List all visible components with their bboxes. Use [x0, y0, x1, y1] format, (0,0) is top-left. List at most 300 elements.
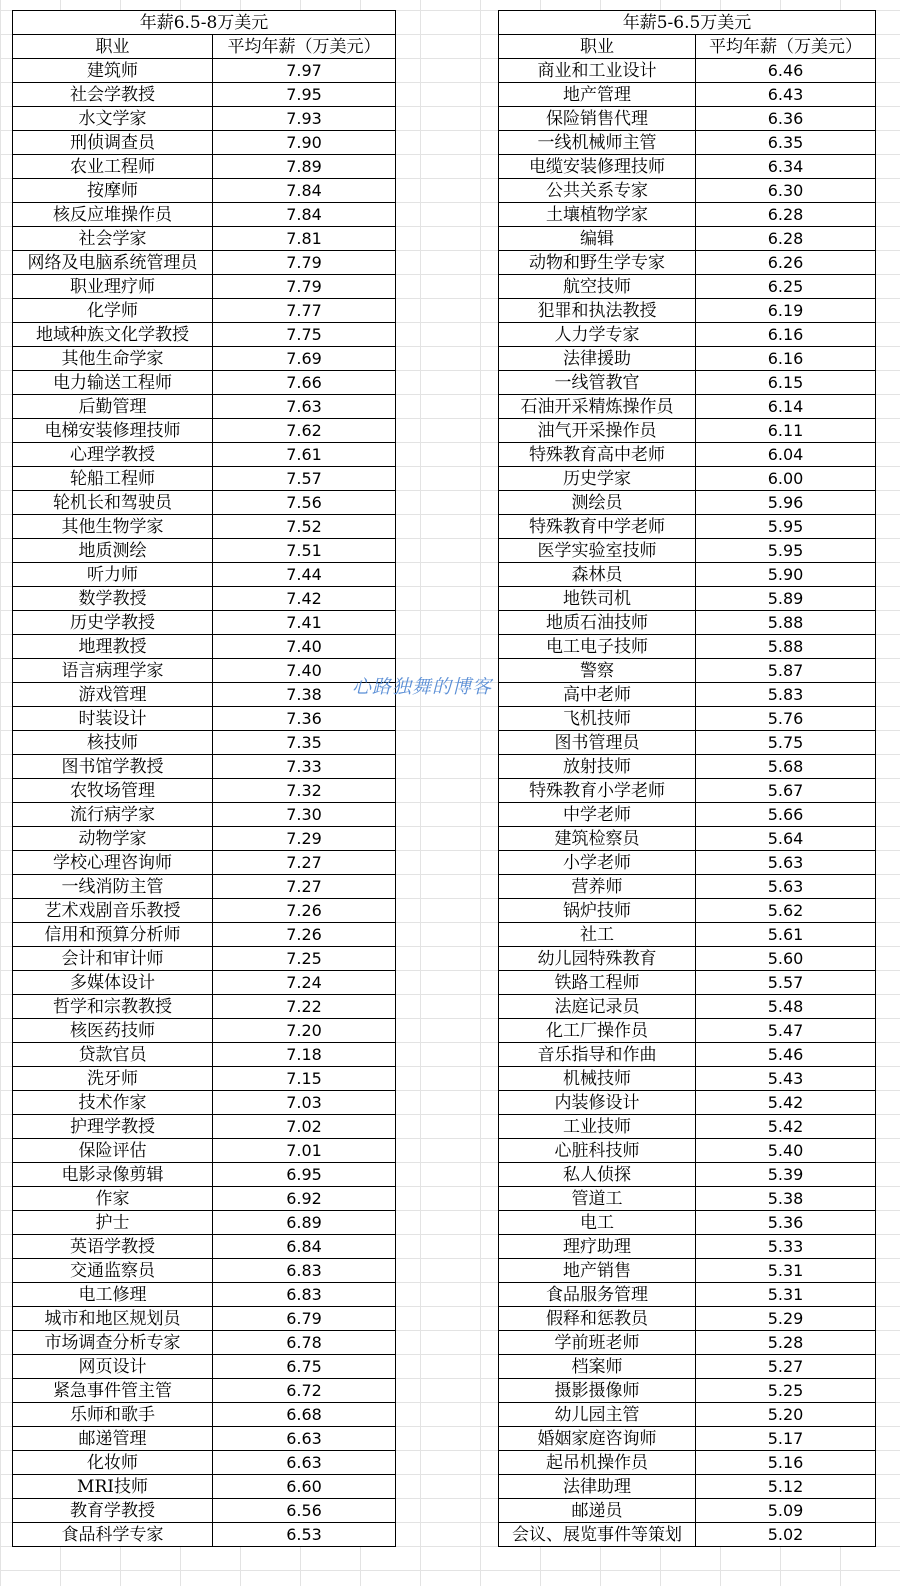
salary-cell[interactable]: 7.66	[213, 371, 396, 395]
occupation-cell[interactable]: 技术作家	[13, 1091, 213, 1115]
salary-cell[interactable]: 7.56	[213, 491, 396, 515]
salary-cell[interactable]: 7.84	[213, 203, 396, 227]
table-row	[13, 635, 396, 659]
table-row	[13, 1499, 396, 1523]
occupation-cell[interactable]: 电影录像剪辑	[13, 1163, 213, 1187]
table-row	[13, 1451, 396, 1475]
salary-cell[interactable]: 5.09	[696, 1499, 876, 1523]
salary-cell[interactable]: 5.90	[696, 563, 876, 587]
salary-cell[interactable]: 5.63	[696, 875, 876, 899]
salary-cell[interactable]: 5.02	[696, 1523, 876, 1547]
table-row	[499, 491, 876, 515]
table-row	[499, 947, 876, 971]
occupation-cell[interactable]: 农牧场管理	[13, 779, 213, 803]
occupation-cell[interactable]: 建筑师	[13, 59, 213, 83]
occupation-cell[interactable]: 网络及电脑系统管理员	[13, 251, 213, 275]
occupation-cell[interactable]: 邮递管理	[13, 1427, 213, 1451]
salary-cell[interactable]: 5.42	[696, 1115, 876, 1139]
salary-cell[interactable]: 5.48	[696, 995, 876, 1019]
occupation-cell[interactable]: 一线消防主管	[13, 875, 213, 899]
salary-cell[interactable]: 6.25	[696, 275, 876, 299]
table-row	[499, 875, 876, 899]
salary-cell[interactable]: 5.67	[696, 779, 876, 803]
salary-cell[interactable]: 7.95	[213, 83, 396, 107]
salary-cell[interactable]: 6.78	[213, 1331, 396, 1355]
salary-cell[interactable]: 7.29	[213, 827, 396, 851]
salary-cell[interactable]: 7.90	[213, 131, 396, 155]
salary-cell[interactable]: 6.89	[213, 1211, 396, 1235]
occupation-cell[interactable]: 特殊教育小学老师	[499, 779, 696, 803]
occupation-cell[interactable]: 特殊教育中学老师	[499, 515, 696, 539]
table-row	[499, 827, 876, 851]
occupation-cell[interactable]: 多媒体设计	[13, 971, 213, 995]
occupation-cell[interactable]: 后勤管理	[13, 395, 213, 419]
occupation-cell[interactable]: 历史学教授	[13, 611, 213, 635]
occupation-cell[interactable]: 犯罪和执法教授	[499, 299, 696, 323]
salary-cell[interactable]: 5.33	[696, 1235, 876, 1259]
occupation-cell[interactable]: 保险销售代理	[499, 107, 696, 131]
salary-cell[interactable]: 7.20	[213, 1019, 396, 1043]
table-row	[13, 587, 396, 611]
occupation-cell[interactable]: 乐师和歌手	[13, 1403, 213, 1427]
salary-cell[interactable]: 6.11	[696, 419, 876, 443]
salary-cell[interactable]: 5.16	[696, 1451, 876, 1475]
salary-cell[interactable]: 5.36	[696, 1211, 876, 1235]
occupation-cell[interactable]: 建筑检察员	[499, 827, 696, 851]
salary-cell[interactable]: 5.47	[696, 1019, 876, 1043]
occupation-cell[interactable]: 哲学和宗教教授	[13, 995, 213, 1019]
occupation-cell[interactable]: 轮机长和驾驶员	[13, 491, 213, 515]
occupation-cell[interactable]: 流行病学家	[13, 803, 213, 827]
salary-cell[interactable]: 6.46	[696, 59, 876, 83]
occupation-cell[interactable]: 电缆安装修理技师	[499, 155, 696, 179]
table-title[interactable]: 年薪6.5-8万美元	[13, 11, 396, 35]
salary-cell[interactable]: 7.52	[213, 515, 396, 539]
salary-cell[interactable]: 6.79	[213, 1307, 396, 1331]
occupation-cell[interactable]: 森林员	[499, 563, 696, 587]
salary-cell[interactable]: 7.01	[213, 1139, 396, 1163]
occupation-cell[interactable]: 油气开采操作员	[499, 419, 696, 443]
table-row	[13, 395, 396, 419]
occupation-cell[interactable]: 石油开采精炼操作员	[499, 395, 696, 419]
occupation-cell[interactable]: 摄影摄像师	[499, 1379, 696, 1403]
occupation-cell[interactable]: 音乐指导和作曲	[499, 1043, 696, 1067]
salary-cell[interactable]: 5.12	[696, 1475, 876, 1499]
table-row	[13, 947, 396, 971]
salary-cell[interactable]: 5.66	[696, 803, 876, 827]
occupation-cell[interactable]: 按摩师	[13, 179, 213, 203]
table-row	[499, 179, 876, 203]
salary-cell[interactable]: 6.83	[213, 1259, 396, 1283]
occupation-cell[interactable]: 电工电子技师	[499, 635, 696, 659]
occupation-cell[interactable]: 测绘员	[499, 491, 696, 515]
salary-cell[interactable]: 6.43	[696, 83, 876, 107]
salary-cell[interactable]: 7.77	[213, 299, 396, 323]
occupation-cell[interactable]: 一线机械师主管	[499, 131, 696, 155]
occupation-cell[interactable]: 土壤植物学家	[499, 203, 696, 227]
salary-cell[interactable]: 5.28	[696, 1331, 876, 1355]
salary-cell[interactable]: 7.32	[213, 779, 396, 803]
occupation-cell[interactable]: 核医药技师	[13, 1019, 213, 1043]
salary-cell[interactable]: 6.68	[213, 1403, 396, 1427]
occupation-cell[interactable]: 铁路工程师	[499, 971, 696, 995]
salary-cell[interactable]: 7.38	[213, 683, 396, 707]
salary-cell[interactable]: 7.26	[213, 923, 396, 947]
salary-cell[interactable]: 5.61	[696, 923, 876, 947]
occupation-cell[interactable]: 幼儿园特殊教育	[499, 947, 696, 971]
table-row	[13, 539, 396, 563]
occupation-cell[interactable]: 锅炉技师	[499, 899, 696, 923]
occupation-cell[interactable]: 其他生物学家	[13, 515, 213, 539]
occupation-cell[interactable]: 地产销售	[499, 1259, 696, 1283]
table-row	[499, 1187, 876, 1211]
occupation-cell[interactable]: 电力输送工程师	[13, 371, 213, 395]
salary-cell[interactable]: 7.61	[213, 443, 396, 467]
occupation-cell[interactable]: 贷款官员	[13, 1043, 213, 1067]
occupation-cell[interactable]: 管道工	[499, 1187, 696, 1211]
occupation-cell[interactable]: 语言病理学家	[13, 659, 213, 683]
occupation-cell[interactable]: 护理学教授	[13, 1115, 213, 1139]
salary-cell[interactable]: 5.96	[696, 491, 876, 515]
salary-cell[interactable]: 7.79	[213, 251, 396, 275]
salary-cell[interactable]: 7.33	[213, 755, 396, 779]
salary-cell[interactable]: 7.44	[213, 563, 396, 587]
salary-cell[interactable]: 7.26	[213, 899, 396, 923]
salary-cell[interactable]: 7.30	[213, 803, 396, 827]
occupation-cell[interactable]: 电工修理	[13, 1283, 213, 1307]
occupation-cell[interactable]: 工业技师	[499, 1115, 696, 1139]
table-row	[13, 1091, 396, 1115]
salary-cell[interactable]: 6.95	[213, 1163, 396, 1187]
occupation-cell[interactable]: 化妆师	[13, 1451, 213, 1475]
table-title-row	[13, 11, 396, 35]
salary-cell[interactable]: 5.43	[696, 1067, 876, 1091]
salary-cell[interactable]: 7.41	[213, 611, 396, 635]
salary-cell[interactable]: 6.14	[696, 395, 876, 419]
salary-cell[interactable]: 6.63	[213, 1451, 396, 1475]
occupation-cell[interactable]: 化学师	[13, 299, 213, 323]
occupation-cell[interactable]: 放射技师	[499, 755, 696, 779]
occupation-cell[interactable]: 数学教授	[13, 587, 213, 611]
occupation-cell[interactable]: 动物和野生学专家	[499, 251, 696, 275]
salary-cell[interactable]: 7.27	[213, 875, 396, 899]
column-header-occupation[interactable]: 职业	[13, 35, 213, 59]
occupation-cell[interactable]: 学校心理咨询师	[13, 851, 213, 875]
salary-cell[interactable]: 5.39	[696, 1163, 876, 1187]
table-row	[13, 107, 396, 131]
salary-cell[interactable]: 5.63	[696, 851, 876, 875]
salary-cell[interactable]: 7.89	[213, 155, 396, 179]
salary-cell[interactable]: 7.40	[213, 659, 396, 683]
table-row	[499, 1043, 876, 1067]
salary-cell[interactable]: 7.18	[213, 1043, 396, 1067]
occupation-cell[interactable]: 地理教授	[13, 635, 213, 659]
table-row	[13, 1067, 396, 1091]
salary-cell[interactable]: 6.72	[213, 1379, 396, 1403]
table-row	[13, 1259, 396, 1283]
salary-cell[interactable]: 5.27	[696, 1355, 876, 1379]
occupation-cell[interactable]: 核技师	[13, 731, 213, 755]
occupation-cell[interactable]: 婚姻家庭咨询师	[499, 1427, 696, 1451]
salary-cell[interactable]: 5.31	[696, 1259, 876, 1283]
salary-cell[interactable]: 5.87	[696, 659, 876, 683]
occupation-cell[interactable]: 医学实验室技师	[499, 539, 696, 563]
salary-cell[interactable]: 6.04	[696, 443, 876, 467]
occupation-cell[interactable]: 理疗助理	[499, 1235, 696, 1259]
salary-cell[interactable]: 7.02	[213, 1115, 396, 1139]
salary-cell[interactable]: 5.88	[696, 611, 876, 635]
salary-cell[interactable]: 5.17	[696, 1427, 876, 1451]
occupation-cell[interactable]: 特殊教育高中老师	[499, 443, 696, 467]
salary-cell[interactable]: 7.75	[213, 323, 396, 347]
salary-cell[interactable]: 7.35	[213, 731, 396, 755]
table-row	[13, 1379, 396, 1403]
table-row	[13, 491, 396, 515]
table-row	[499, 635, 876, 659]
occupation-cell[interactable]: 英语学教授	[13, 1235, 213, 1259]
table-row	[13, 827, 396, 851]
salary-cell[interactable]: 6.63	[213, 1427, 396, 1451]
occupation-cell[interactable]: 地域种族文化学教授	[13, 323, 213, 347]
occupation-cell[interactable]: 社工	[499, 923, 696, 947]
table-row	[13, 1307, 396, 1331]
occupation-cell[interactable]: 警察	[499, 659, 696, 683]
salary-cell[interactable]: 6.15	[696, 371, 876, 395]
salary-cell[interactable]: 7.03	[213, 1091, 396, 1115]
salary-cell[interactable]: 7.62	[213, 419, 396, 443]
salary-cell[interactable]: 5.64	[696, 827, 876, 851]
occupation-cell[interactable]: 网页设计	[13, 1355, 213, 1379]
occupation-cell[interactable]: 地铁司机	[499, 587, 696, 611]
salary-cell[interactable]: 5.76	[696, 707, 876, 731]
salary-cell[interactable]: 5.29	[696, 1307, 876, 1331]
salary-cell[interactable]: 7.27	[213, 851, 396, 875]
salary-cell[interactable]: 7.15	[213, 1067, 396, 1091]
salary-cell[interactable]: 7.22	[213, 995, 396, 1019]
salary-cell[interactable]: 5.20	[696, 1403, 876, 1427]
occupation-cell[interactable]: 邮递员	[499, 1499, 696, 1523]
occupation-cell[interactable]: 艺术戏剧音乐教授	[13, 899, 213, 923]
table-row	[499, 59, 876, 83]
salary-cell[interactable]: 6.34	[696, 155, 876, 179]
table-row	[499, 347, 876, 371]
salary-cell[interactable]: 5.31	[696, 1283, 876, 1307]
salary-cell[interactable]: 7.79	[213, 275, 396, 299]
occupation-cell[interactable]: 动物学家	[13, 827, 213, 851]
occupation-cell[interactable]: 私人侦探	[499, 1163, 696, 1187]
salary-cell[interactable]: 5.40	[696, 1139, 876, 1163]
table-row	[13, 299, 396, 323]
occupation-cell[interactable]: 社会学家	[13, 227, 213, 251]
occupation-cell[interactable]: 刑侦调查员	[13, 131, 213, 155]
salary-cell[interactable]: 5.75	[696, 731, 876, 755]
occupation-cell[interactable]: 公共关系专家	[499, 179, 696, 203]
occupation-cell[interactable]: 小学老师	[499, 851, 696, 875]
occupation-cell[interactable]: 其他生命学家	[13, 347, 213, 371]
table-row	[13, 83, 396, 107]
salary-cell[interactable]: 6.92	[213, 1187, 396, 1211]
occupation-cell[interactable]: 农业工程师	[13, 155, 213, 179]
salary-cell[interactable]: 7.36	[213, 707, 396, 731]
column-header-salary[interactable]: 平均年薪（万美元）	[696, 35, 876, 59]
salary-cell[interactable]: 6.53	[213, 1523, 396, 1547]
salary-cell[interactable]: 5.83	[696, 683, 876, 707]
occupation-cell[interactable]: 化工厂操作员	[499, 1019, 696, 1043]
table-row	[13, 1235, 396, 1259]
table-row	[499, 251, 876, 275]
occupation-cell[interactable]: 保险评估	[13, 1139, 213, 1163]
occupation-cell[interactable]: 会计和审计师	[13, 947, 213, 971]
occupation-cell[interactable]: 学前班老师	[499, 1331, 696, 1355]
occupation-cell[interactable]: 法律援助	[499, 347, 696, 371]
table-title-row	[499, 11, 876, 35]
occupation-cell[interactable]: 机械技师	[499, 1067, 696, 1091]
occupation-cell[interactable]: 中学老师	[499, 803, 696, 827]
occupation-cell[interactable]: 作家	[13, 1187, 213, 1211]
table-row	[499, 419, 876, 443]
table-row	[499, 131, 876, 155]
salary-cell[interactable]: 6.30	[696, 179, 876, 203]
salary-cell[interactable]: 6.83	[213, 1283, 396, 1307]
table-row	[499, 203, 876, 227]
salary-cell[interactable]: 6.28	[696, 203, 876, 227]
salary-cell[interactable]: 6.60	[213, 1475, 396, 1499]
occupation-cell[interactable]: 内装修设计	[499, 1091, 696, 1115]
occupation-cell[interactable]: 交通监察员	[13, 1259, 213, 1283]
column-header-salary[interactable]: 平均年薪（万美元）	[213, 35, 396, 59]
salary-cell[interactable]: 5.95	[696, 539, 876, 563]
occupation-cell[interactable]: 心脏科技师	[499, 1139, 696, 1163]
salary-cell[interactable]: 6.84	[213, 1235, 396, 1259]
occupation-cell[interactable]: 地质石油技师	[499, 611, 696, 635]
table-row	[13, 515, 396, 539]
salary-cell[interactable]: 5.38	[696, 1187, 876, 1211]
occupation-cell[interactable]: 食品服务管理	[499, 1283, 696, 1307]
occupation-cell[interactable]: 水文学家	[13, 107, 213, 131]
occupation-cell[interactable]: 图书馆学教授	[13, 755, 213, 779]
occupation-cell[interactable]: 商业和工业设计	[499, 59, 696, 83]
salary-cell[interactable]: 5.60	[696, 947, 876, 971]
table-row	[13, 1211, 396, 1235]
occupation-cell[interactable]: 飞机技师	[499, 707, 696, 731]
occupation-cell[interactable]: MRI技师	[13, 1475, 213, 1499]
occupation-cell[interactable]: 紧急事件管主管	[13, 1379, 213, 1403]
occupation-cell[interactable]: 高中老师	[499, 683, 696, 707]
occupation-cell[interactable]: 教育学教授	[13, 1499, 213, 1523]
occupation-cell[interactable]: 起吊机操作员	[499, 1451, 696, 1475]
occupation-cell[interactable]: 地产管理	[499, 83, 696, 107]
occupation-cell[interactable]: 法庭记录员	[499, 995, 696, 1019]
occupation-cell[interactable]: 电工	[499, 1211, 696, 1235]
occupation-cell[interactable]: 营养师	[499, 875, 696, 899]
salary-cell[interactable]: 5.42	[696, 1091, 876, 1115]
salary-cell[interactable]: 7.57	[213, 467, 396, 491]
salary-cell[interactable]: 6.00	[696, 467, 876, 491]
table-row	[499, 1451, 876, 1475]
salary-cell[interactable]: 5.88	[696, 635, 876, 659]
salary-cell[interactable]: 5.89	[696, 587, 876, 611]
salary-cell[interactable]: 7.40	[213, 635, 396, 659]
occupation-cell[interactable]: 信用和预算分析师	[13, 923, 213, 947]
occupation-cell[interactable]: 人力学专家	[499, 323, 696, 347]
occupation-cell[interactable]: 编辑	[499, 227, 696, 251]
table-body	[13, 11, 396, 1547]
table-row	[13, 1355, 396, 1379]
occupation-cell[interactable]: 洗牙师	[13, 1067, 213, 1091]
table-row	[13, 1523, 396, 1547]
salary-cell[interactable]: 7.93	[213, 107, 396, 131]
occupation-cell[interactable]: 地质测绘	[13, 539, 213, 563]
table-title[interactable]: 年薪5-6.5万美元	[499, 11, 876, 35]
salary-cell[interactable]: 5.95	[696, 515, 876, 539]
table-row	[13, 323, 396, 347]
occupation-cell[interactable]: 游戏管理	[13, 683, 213, 707]
occupation-cell[interactable]: 档案师	[499, 1355, 696, 1379]
column-header-occupation[interactable]: 职业	[499, 35, 696, 59]
salary-cell[interactable]: 5.57	[696, 971, 876, 995]
table-row	[13, 731, 396, 755]
table-row	[499, 1475, 876, 1499]
table-row	[499, 1427, 876, 1451]
occupation-cell[interactable]: 轮船工程师	[13, 467, 213, 491]
salary-cell[interactable]: 6.28	[696, 227, 876, 251]
salary-cell[interactable]: 7.42	[213, 587, 396, 611]
occupation-cell[interactable]: 市场调查分析专家	[13, 1331, 213, 1355]
salary-cell[interactable]: 7.24	[213, 971, 396, 995]
salary-cell[interactable]: 6.75	[213, 1355, 396, 1379]
salary-cell[interactable]: 6.16	[696, 347, 876, 371]
occupation-cell[interactable]: 城市和地区规划员	[13, 1307, 213, 1331]
occupation-cell[interactable]: 核反应堆操作员	[13, 203, 213, 227]
salary-cell[interactable]: 5.25	[696, 1379, 876, 1403]
salary-cell[interactable]: 7.97	[213, 59, 396, 83]
salary-cell[interactable]: 7.51	[213, 539, 396, 563]
occupation-cell[interactable]: 社会学教授	[13, 83, 213, 107]
salary-cell[interactable]: 5.46	[696, 1043, 876, 1067]
salary-cell[interactable]: 6.16	[696, 323, 876, 347]
salary-cell[interactable]: 6.19	[696, 299, 876, 323]
salary-cell[interactable]: 6.36	[696, 107, 876, 131]
salary-cell[interactable]: 7.81	[213, 227, 396, 251]
occupation-cell[interactable]: 会议、展览事件等策划	[499, 1523, 696, 1547]
salary-cell[interactable]: 7.84	[213, 179, 396, 203]
occupation-cell[interactable]: 一线管教官	[499, 371, 696, 395]
occupation-cell[interactable]: 食品科学专家	[13, 1523, 213, 1547]
occupation-cell[interactable]: 心理学教授	[13, 443, 213, 467]
occupation-cell[interactable]: 航空技师	[499, 275, 696, 299]
occupation-cell[interactable]: 法律助理	[499, 1475, 696, 1499]
salary-cell[interactable]: 5.62	[696, 899, 876, 923]
occupation-cell[interactable]: 图书管理员	[499, 731, 696, 755]
occupation-cell[interactable]: 幼儿园主管	[499, 1403, 696, 1427]
salary-cell[interactable]: 6.26	[696, 251, 876, 275]
salary-cell[interactable]: 6.56	[213, 1499, 396, 1523]
salary-cell[interactable]: 7.25	[213, 947, 396, 971]
table-row	[499, 323, 876, 347]
occupation-cell[interactable]: 假释和惩教员	[499, 1307, 696, 1331]
salary-cell[interactable]: 6.35	[696, 131, 876, 155]
salary-cell[interactable]: 7.63	[213, 395, 396, 419]
salary-cell[interactable]: 5.68	[696, 755, 876, 779]
table-row	[499, 1115, 876, 1139]
occupation-cell[interactable]: 时装设计	[13, 707, 213, 731]
salary-cell[interactable]: 7.69	[213, 347, 396, 371]
occupation-cell[interactable]: 历史学家	[499, 467, 696, 491]
occupation-cell[interactable]: 职业理疗师	[13, 275, 213, 299]
occupation-cell[interactable]: 电梯安装修理技师	[13, 419, 213, 443]
occupation-cell[interactable]: 听力师	[13, 563, 213, 587]
occupation-cell[interactable]: 护士	[13, 1211, 213, 1235]
